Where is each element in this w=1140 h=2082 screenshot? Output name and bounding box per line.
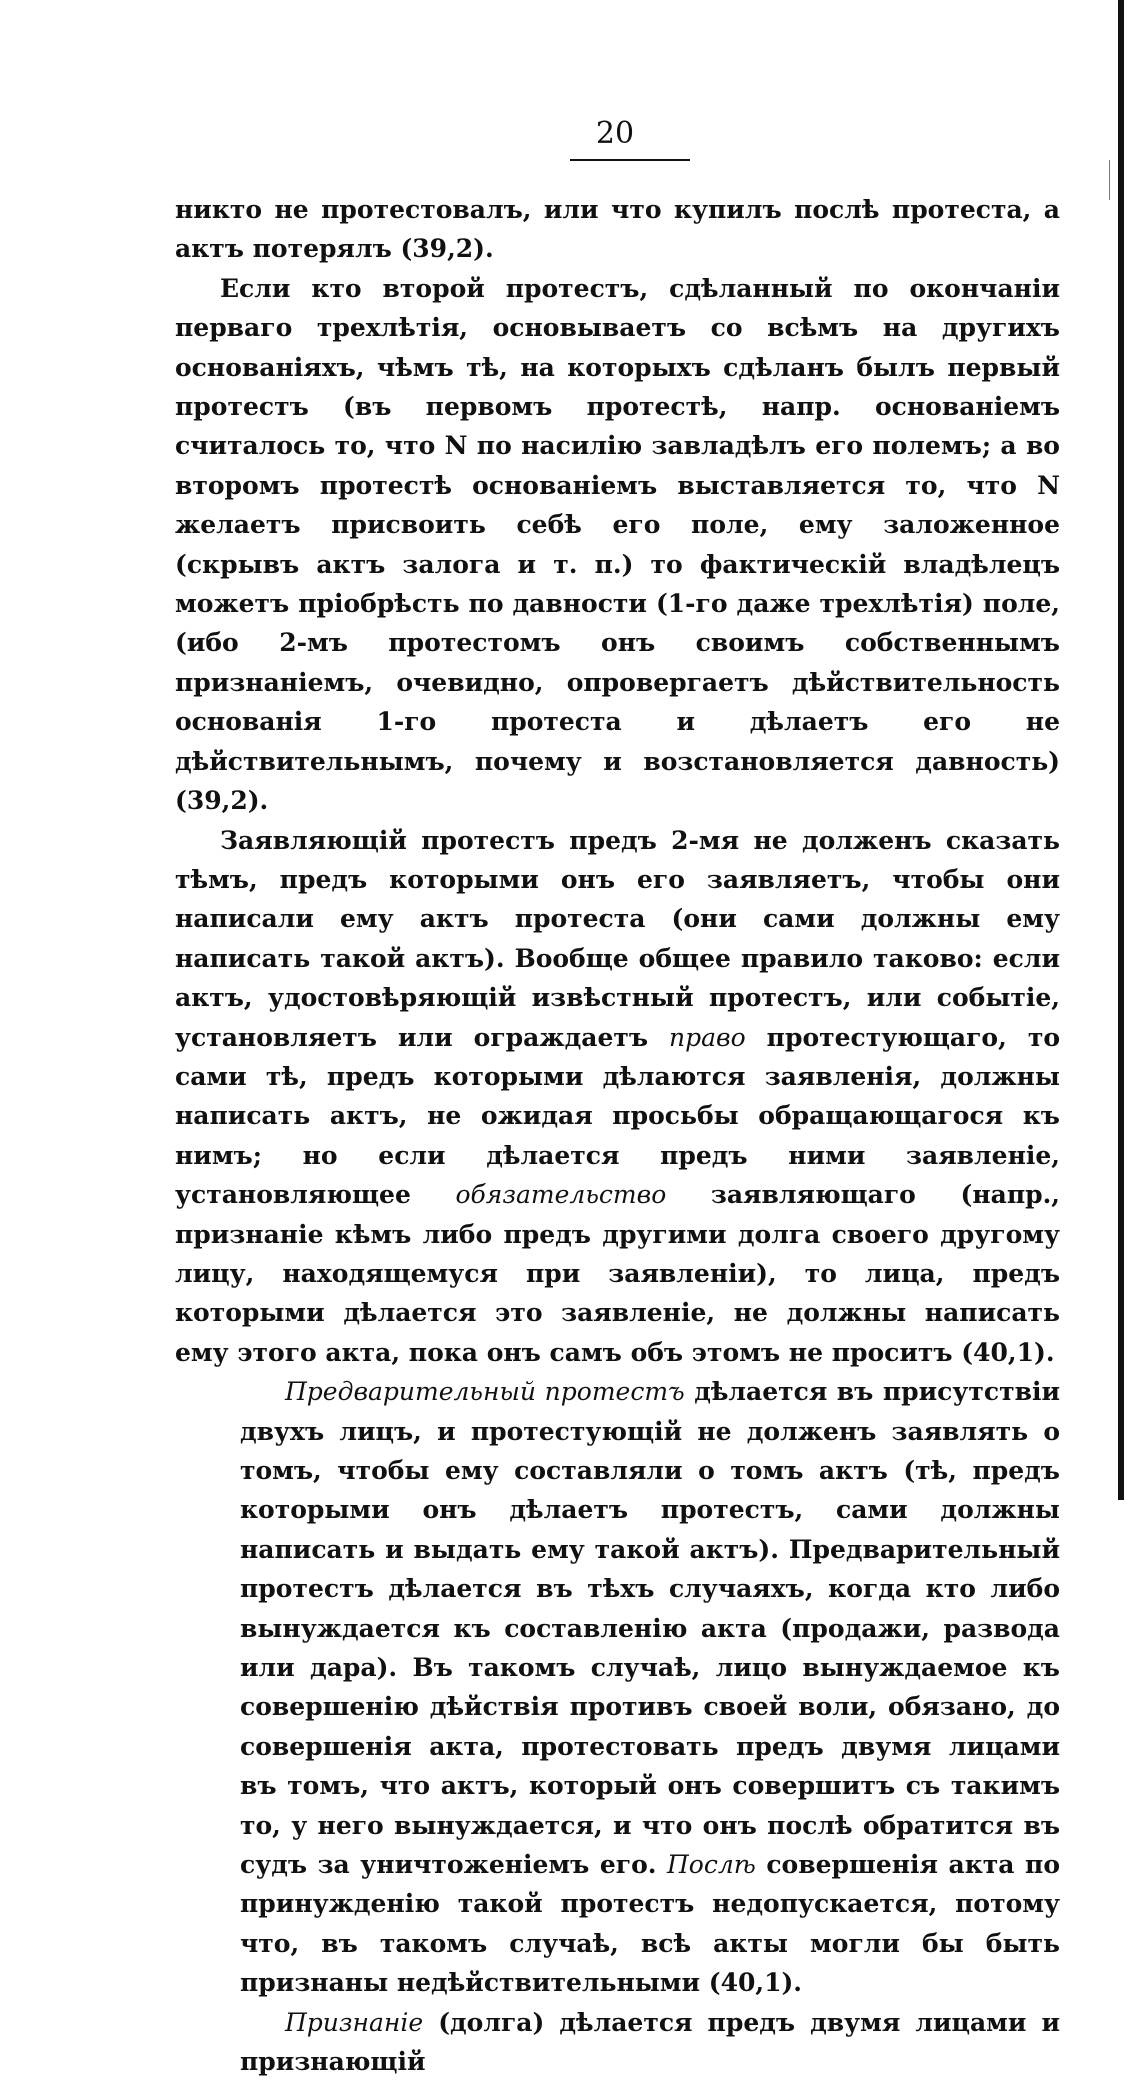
paragraph-continuation	[175, 190, 1060, 269]
paragraph-5-text: (долга) дѣлается предъ двумя лицами и признающій	[240, 2007, 1060, 2077]
paragraph-4-part-b: совершенія акта по принужденію такой протестъ недопускается, потому что, въ такомъ случаѣ, всѣ акты могли бы быть признаны недѣйствительными (40,1).	[240, 1850, 1060, 1998]
paragraph-preliminary-protest	[240, 1372, 1060, 2003]
paragraph-declaring-protest	[175, 821, 1060, 1373]
indented-block	[240, 1372, 1060, 2081]
body-text	[175, 190, 1060, 2082]
paragraph-3-part-b: протестующаго, то сами тѣ, предъ которыми дѣлаются заявленія, должны написать актъ, не ожидая просьбы обращающагося къ нимъ; но если дѣлается предъ ними заявленіе, установляющее	[175, 1022, 1060, 1210]
page-edge-shadow	[1118, 0, 1124, 1500]
paragraph-2-text: Если кто второй протестъ, сдѣланный по окончанiи перваго трехлѣтія, основываетъ со всѣмъ на другихъ основаніяхъ, чѣмъ тѣ, на которыхъ сдѣланъ былъ первый протестъ (въ первомъ протестѣ, напр. основаніемъ считалось то, что N по насилію завладѣлъ его полемъ; а во второмъ протестѣ основаніемъ выставляется то, что N желаетъ присвоить себѣ его поле, ему заложенное (скрывъ актъ залога и т. п.) то фактическій владѣлецъ можетъ пріобрѣсть по давности (1-го даже трехлѣтія) поле, (ибо 2-мъ протестомъ онъ своимъ собственнымъ признаніемъ, очевидно, опровергаетъ дѣйствительность основанія 1-го протеста и дѣлаетъ его не дѣйствительнымъ, почему и возстановляется давность) (39,2).	[175, 273, 1060, 816]
paragraph-admission	[240, 2003, 1060, 2082]
emphasis-admission: Признаніе	[285, 2007, 424, 2037]
emphasis-obligation: обязательство	[455, 1180, 667, 1210]
paragraph-3-part-a: Заявляющій протестъ предъ 2-мя не долженъ сказать тѣмъ, предъ которыми онъ его заявляетъ, чтобы они написали ему актъ протеста (они сами должны ему написать такой актъ). Вообще общее правило таково: если актъ, удостовѣряющій извѣстный протестъ, или событіе, установляетъ или ограждаетъ	[175, 825, 1060, 1052]
emphasis-preliminary-protest: Предварительный протестъ	[285, 1377, 685, 1407]
paragraph-1-text: никто не протестовалъ, или что купилъ послѣ протеста, а актъ потерялъ (39,2).	[175, 195, 1060, 264]
paragraph-4-part-a: дѣлается въ присутствіи двухъ лицъ, и протестующій не долженъ заявлять о томъ, чтобы ему составляли о томъ актъ (тѣ, предъ которыми онъ дѣлаетъ протестъ, сами должны написать и выдать ему такой актъ). Предварительный протестъ дѣлается въ тѣхъ случаяхъ, когда кто либо вынуждается къ составленію акта (продажи, развода или дара). Въ такомъ случаѣ, лицо вынуждаемое къ совершенію дѣйствія противъ своей воли, обязано, до совершенія акта, протестовать предъ двумя лицами въ томъ, что актъ, который онъ совершитъ съ такимъ то, у него вынуждается, и что онъ послѣ обратится въ судъ за уничтоженіемъ его.	[240, 1377, 1060, 1880]
page-edge-mark	[1109, 160, 1110, 200]
paragraph-3-part-c: заявляющаго (напр., признаніе кѣмъ либо предъ другими долга своего другому лицу, находящемуся при заявленіи), то лица, предъ которыми дѣлается это заявленіе, не должны написать ему этого акта, пока онъ самъ объ этомъ не проситъ (40,1).	[175, 1180, 1061, 1367]
page-number: 20	[595, 116, 635, 151]
emphasis-right: право	[669, 1022, 746, 1052]
emphasis-after: Послѣ	[666, 1850, 756, 1880]
paragraph-second-protest	[175, 269, 1060, 821]
page-number-rule	[570, 159, 690, 161]
